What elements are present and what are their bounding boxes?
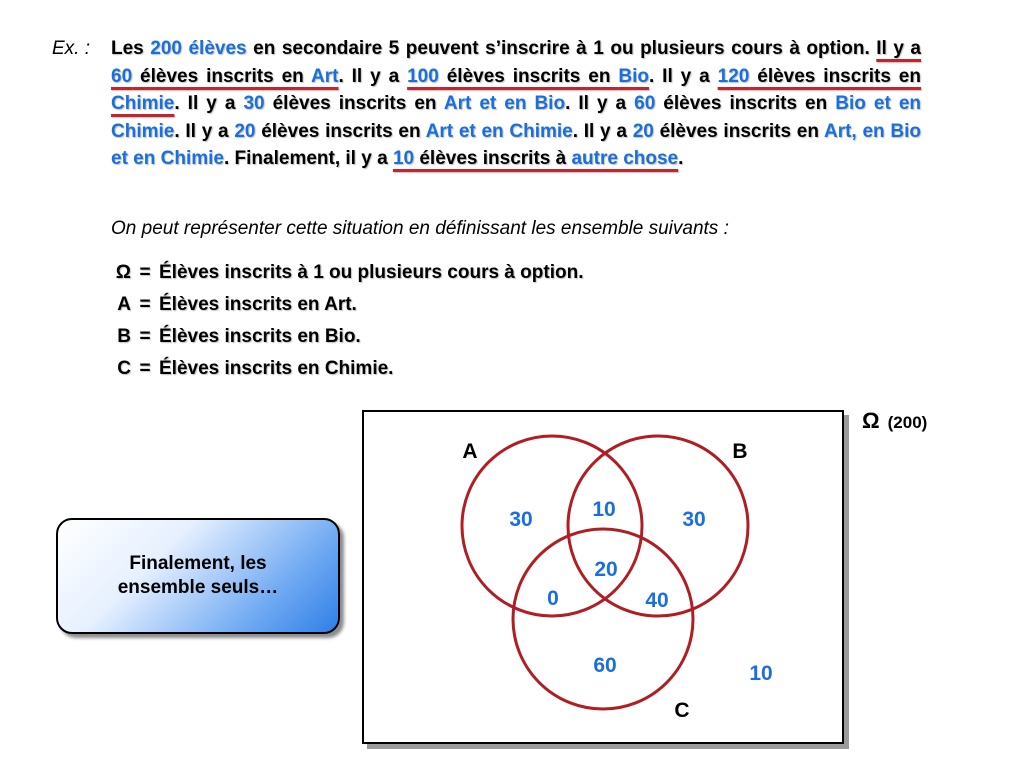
definition-symbol: A bbox=[117, 294, 131, 315]
definition-text: Élèves inscrits en Bio. bbox=[159, 326, 361, 347]
paragraph-segment: autre chose bbox=[571, 148, 679, 169]
paragraph-segment: 120 bbox=[717, 65, 750, 87]
paragraph-segment: 100 bbox=[407, 65, 439, 87]
paragraph-segment: . Finalement, il y a bbox=[223, 148, 393, 169]
circle-c bbox=[513, 529, 693, 709]
paragraph-segment: . Il y a bbox=[565, 93, 635, 114]
definition-text: Élèves inscrits à 1 ou plusieurs cours à option. bbox=[159, 262, 584, 283]
definition-symbol: Ω bbox=[115, 262, 131, 283]
paragraph-segment: 20 bbox=[234, 120, 256, 142]
paragraph-segment: 60 bbox=[634, 93, 656, 114]
paragraph-segment: . Il y a bbox=[572, 120, 633, 142]
definition-c bbox=[105, 358, 393, 380]
paragraph-segment: 10 bbox=[392, 148, 415, 169]
example-label: Ex. : bbox=[52, 38, 91, 59]
paragraph-segment: . bbox=[338, 65, 352, 87]
paragraph-segment: Art, en Bio et en Chimie bbox=[111, 120, 921, 169]
region-c-only: 60 bbox=[593, 654, 617, 677]
region-bc-only: 40 bbox=[645, 589, 669, 612]
region-outside: 10 bbox=[749, 662, 773, 685]
definition-a bbox=[105, 294, 357, 316]
venn-diagram bbox=[362, 410, 844, 744]
definition-text: Élèves inscrits en Chimie. bbox=[159, 358, 394, 379]
paragraph-segment: Art et en Bio bbox=[443, 93, 566, 114]
paragraph-segment: Art bbox=[311, 65, 339, 87]
paragraph-segment: Il y a bbox=[351, 65, 408, 87]
venn-svg bbox=[364, 412, 842, 742]
paragraph-segment: en secondaire 5 peuvent s’inscrire à 1 ou plusieurs cours à option. bbox=[246, 38, 877, 59]
definition-symbol: B bbox=[117, 326, 131, 347]
paragraph-segment: élèves inscrits à bbox=[414, 148, 572, 169]
paragraph-segment: élèves inscrits en bbox=[655, 93, 836, 114]
paragraph-segment: élèves inscrits en bbox=[653, 120, 824, 142]
paragraph-segment: 20 bbox=[632, 120, 654, 142]
paragraph-segment: 30 bbox=[243, 93, 265, 114]
callout-text: Finalement, les ensemble seuls… bbox=[117, 553, 279, 598]
set-label-b: B bbox=[732, 440, 748, 463]
set-label-c: C bbox=[674, 699, 690, 722]
definition-equals: = bbox=[139, 262, 151, 283]
paragraph-segment: 60 bbox=[111, 65, 133, 87]
region-ac-only: 0 bbox=[547, 587, 559, 610]
region-b-only: 30 bbox=[682, 508, 706, 531]
definition-b bbox=[105, 326, 361, 348]
paragraph-segment: Bio et en Chimie bbox=[111, 93, 921, 142]
definition-equals: = bbox=[139, 294, 151, 315]
callout-box bbox=[56, 518, 340, 634]
paragraph-segment: . Il y a bbox=[174, 120, 235, 142]
universe-count: (200) bbox=[887, 413, 928, 432]
paragraph-segment: élèves inscrits en bbox=[255, 120, 426, 142]
region-abc: 20 bbox=[594, 558, 618, 581]
paragraph-segment: élèves inscrits en bbox=[132, 65, 311, 87]
paragraph-segment: 200 élèves bbox=[150, 38, 247, 59]
definition-omega bbox=[105, 262, 583, 284]
problem-statement bbox=[111, 35, 921, 173]
definition-text: Élèves inscrits en Art. bbox=[159, 294, 357, 315]
paragraph-segment: élèves inscrits en bbox=[438, 65, 619, 87]
paragraph-segment: Art et en Chimie bbox=[425, 120, 573, 142]
paragraph-segment: . Il y a bbox=[648, 65, 718, 87]
definition-equals: = bbox=[139, 326, 151, 347]
universe-label bbox=[862, 408, 927, 434]
region-a-only: 30 bbox=[509, 508, 533, 531]
paragraph-segment: élèves inscrits en bbox=[749, 65, 921, 87]
set-label-a: A bbox=[462, 440, 478, 463]
intro-text: On peut représenter cette situation en définissant les ensemble suivants : bbox=[111, 218, 729, 239]
definition-symbol: C bbox=[117, 358, 131, 379]
paragraph-segment: Les bbox=[111, 38, 151, 59]
paragraph-segment: Il y a bbox=[876, 38, 922, 59]
paragraph-segment: Chimie bbox=[111, 93, 175, 114]
paragraph-segment: . bbox=[678, 148, 684, 169]
region-ab-only: 10 bbox=[592, 498, 616, 521]
paragraph-segment: élèves inscrits en bbox=[264, 93, 444, 114]
definition-equals: = bbox=[139, 358, 151, 379]
universe-symbol: Ω bbox=[862, 408, 880, 433]
paragraph-segment: Bio bbox=[618, 65, 649, 87]
paragraph-segment: . Il y a bbox=[174, 93, 244, 114]
